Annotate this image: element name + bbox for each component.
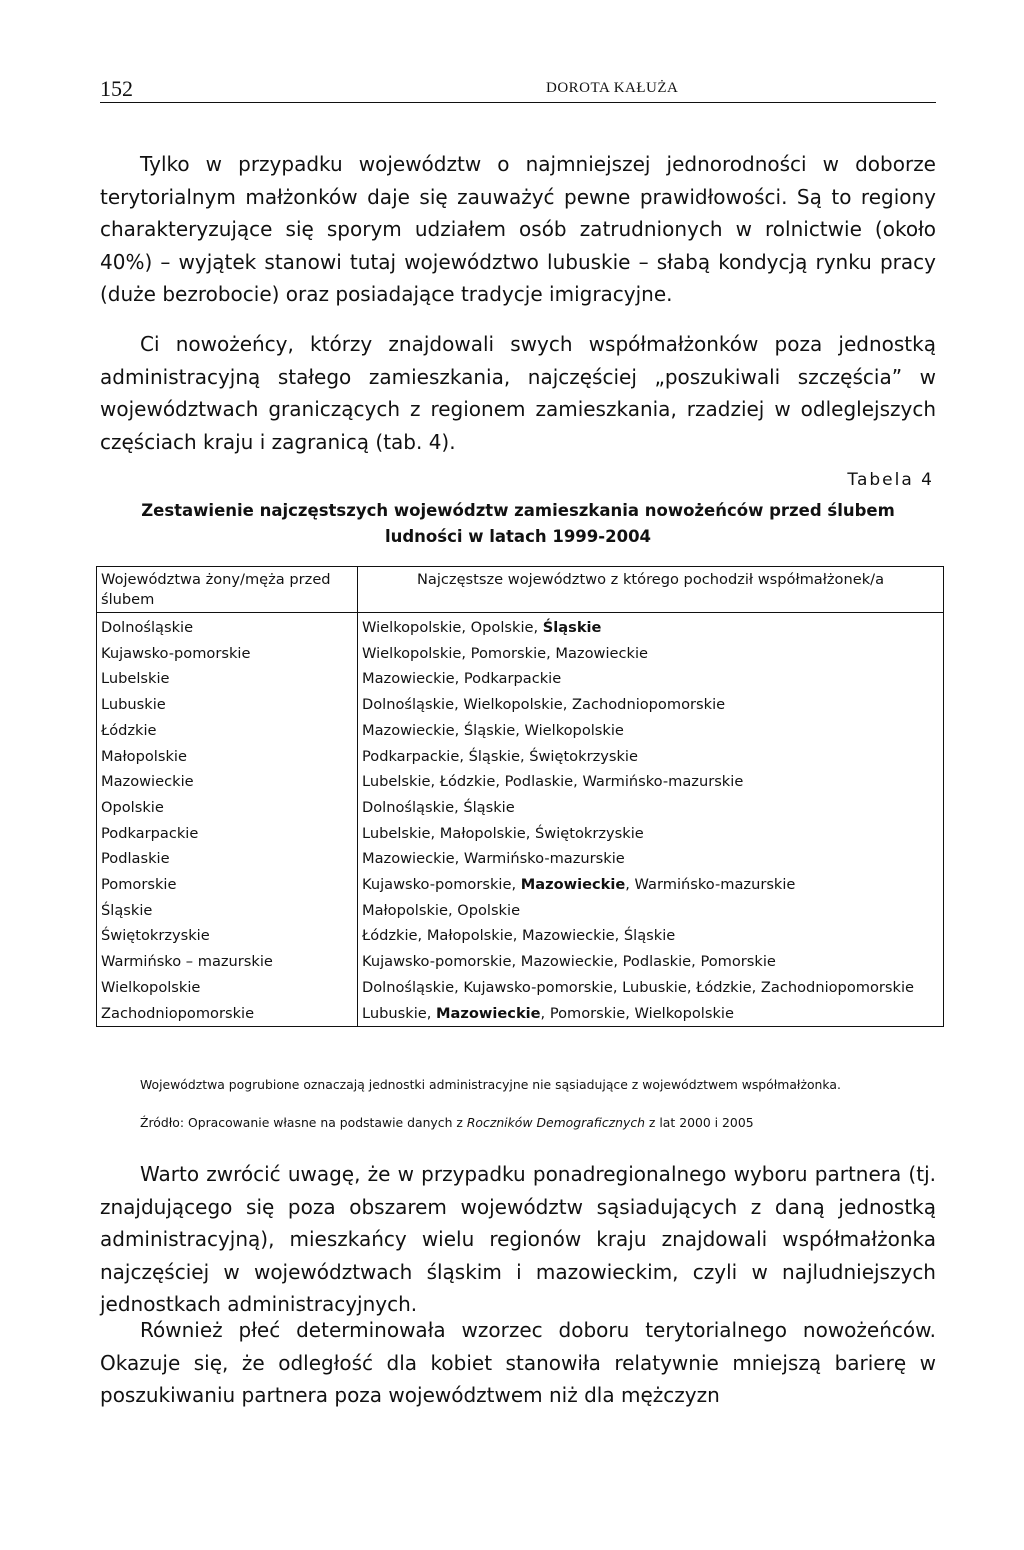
region-cell: Wielkopolskie [97, 975, 358, 1001]
non-neighbor-region: Śląskie [542, 619, 602, 636]
region-cell: Świętokrzyskie [97, 923, 358, 949]
table-row [97, 718, 944, 744]
neighbors-cell [358, 769, 944, 795]
table-row [97, 846, 944, 872]
paragraph-1: Tylko w przypadku województw o najmniejszej jednorodności w doborze terytorialnym małżonków daje się zauważyć pewne prawidłowości. Są to regiony charakteryzujące się sporym udziałem osób zatrudnionych w rolnictwie (około 40%) – wyjątek stanowi tutaj województwo lubuskie – słabą kondycją rynku pracy (duże bezrobocie) oraz posiadające tradycje imigracyjne. [100, 152, 936, 307]
neighbor-text: Mazowieckie, Podkarpackie [362, 670, 562, 688]
neighbors-cell [358, 692, 944, 718]
region-cell: Lubelskie [97, 666, 358, 692]
page-number: 152 [100, 76, 133, 101]
region-cell: Kujawsko-pomorskie [97, 641, 358, 667]
neighbor-text: Dolnośląskie, Kujawsko-pomorskie, Lubuskie, Łódzkie, Zachodniopomorskie [362, 978, 914, 996]
region-cell: Lubuskie [97, 692, 358, 718]
neighbors-cell [358, 821, 944, 847]
neighbors-cell [358, 718, 944, 744]
neighbors-cell [358, 641, 944, 667]
table-title-line-2: ludności w latach 1999-2004 [384, 527, 652, 546]
table-source [100, 1113, 936, 1133]
region-cell: Dolnośląskie [97, 613, 358, 641]
neighbors-cell [358, 795, 944, 821]
neighbor-text: Podkarpackie, Śląskie, Świętokrzyskie [362, 747, 638, 765]
source-suffix: z lat 2000 i 2005 [644, 1115, 754, 1130]
region-cell: Warmińsko – mazurskie [97, 949, 358, 975]
non-neighbor-region: Mazowieckie [436, 1004, 541, 1022]
table-row [97, 666, 944, 692]
paragraph-2: Ci nowożeńcy, którzy znajdowali swych współmałżonków poza jednostką administracyjną stałego zamieszkania, najczęściej „poszukiwali szczęścia” w województwach graniczących z regionem zamieszkania, rzadziej w odleglejszych częściach kraju i zagranicą (tab. 4). [100, 332, 936, 454]
table-row [97, 641, 944, 667]
neighbors-cell [358, 923, 944, 949]
neighbor-text: Dolnośląskie, Wielkopolskie, Zachodniopomorskie [362, 696, 726, 714]
paragraph-3: Warto zwrócić uwagę, że w przypadku ponadregionalnego wyboru partnera (tj. znajdującego się poza obszarem województw sąsiadujących z daną jednostką administracyjną), mieszkańcy wielu regionów kraju znajdowali współmałżonka najczęściej w województwach śląskim i mazowieckim, czyli w najludniejszych jednostkach administracyjnych. [100, 1162, 936, 1317]
table-body [97, 613, 944, 1027]
neighbor-text: Wielkopolskie, Pomorskie, Mazowieckie [362, 644, 648, 662]
neighbors-cell [358, 846, 944, 872]
neighbors-cell [358, 949, 944, 975]
neighbor-text: Łódzkie, Małopolskie, Mazowieckie, Śląskie [362, 927, 676, 945]
region-cell: Podkarpackie [97, 821, 358, 847]
table-row [97, 795, 944, 821]
region-cell: Pomorskie [97, 872, 358, 898]
table-row [97, 949, 944, 975]
column-header-region: Województwa żony/męża przed ślubem [97, 567, 358, 613]
table-row [97, 1001, 944, 1027]
region-cell: Łódzkie [97, 718, 358, 744]
region-table [96, 566, 944, 1027]
neighbors-cell [358, 744, 944, 770]
table-row [97, 692, 944, 718]
neighbor-text: , Pomorskie, Wielkopolskie [540, 1004, 734, 1022]
table-row [97, 923, 944, 949]
table-row [97, 613, 944, 641]
neighbor-text: Mazowieckie, Warmińsko-mazurskie [362, 850, 625, 868]
neighbors-cell [358, 898, 944, 924]
neighbors-cell [358, 872, 944, 898]
region-cell: Śląskie [97, 898, 358, 924]
table-row [97, 744, 944, 770]
table-row [97, 769, 944, 795]
column-header-neighbors: Najczęstsze województwo z którego pochodził współmałżonek/a [358, 567, 944, 613]
region-cell: Mazowieckie [97, 769, 358, 795]
non-neighbor-region: Mazowieckie [520, 876, 626, 894]
table-title [100, 498, 936, 550]
table-row [97, 898, 944, 924]
neighbor-text: Lubelskie, Małopolskie, Świętokrzyskie [362, 824, 644, 842]
neighbors-cell [358, 666, 944, 692]
source-prefix: Źródło: Opracowanie własne na podstawie danych z [140, 1115, 467, 1130]
region-cell: Zachodniopomorskie [97, 1001, 358, 1027]
table-label: Tabela 4 [847, 470, 934, 490]
source-italic: Roczników Demograficznych [466, 1115, 645, 1130]
table-note: Województwa pogrubione oznaczają jednostki administracyjne nie sąsiadujące z województwem współmałżonka. [140, 1077, 841, 1092]
neighbor-text: Kujawsko-pomorskie, [362, 876, 521, 894]
region-cell: Podlaskie [97, 846, 358, 872]
neighbor-text: Wielkopolskie, Opolskie, [362, 619, 543, 636]
table-row [97, 975, 944, 1001]
table-header-row [97, 567, 944, 613]
neighbor-text: Małopolskie, Opolskie [362, 901, 521, 919]
table-row [97, 821, 944, 847]
neighbor-text: Kujawsko-pomorskie, Mazowieckie, Podlaskie, Pomorskie [362, 953, 776, 971]
running-header [100, 74, 936, 103]
running-head-author: DOROTA KAŁUŻA [546, 80, 679, 96]
neighbor-text: Lubelskie, Łódzkie, Podlaskie, Warmińsko-mazurskie [362, 773, 744, 791]
neighbor-text: , Warmińsko-mazurskie [625, 876, 796, 894]
paragraph-4: Również płeć determinowała wzorzec doboru terytorialnego nowożeńców. Okazuje się, że odległość dla kobiet stanowiła relatywnie mniejszą barierę w poszukiwaniu partnera poza województwem niż dla mężczyzn [100, 1318, 936, 1408]
neighbors-cell [358, 613, 944, 641]
region-cell: Małopolskie [97, 744, 358, 770]
table-title-line-1: Zestawienie najczęstszych województw zamieszkania nowożeńców przed ślubem [141, 501, 895, 520]
region-cell: Opolskie [97, 795, 358, 821]
neighbor-text: Mazowieckie, Śląskie, Wielkopolskie [362, 721, 624, 739]
neighbors-cell [358, 975, 944, 1001]
neighbor-text: Dolnośląskie, Śląskie [362, 798, 515, 816]
neighbor-text: Lubuskie, [362, 1004, 437, 1022]
table-row [97, 872, 944, 898]
neighbors-cell [358, 1001, 944, 1027]
